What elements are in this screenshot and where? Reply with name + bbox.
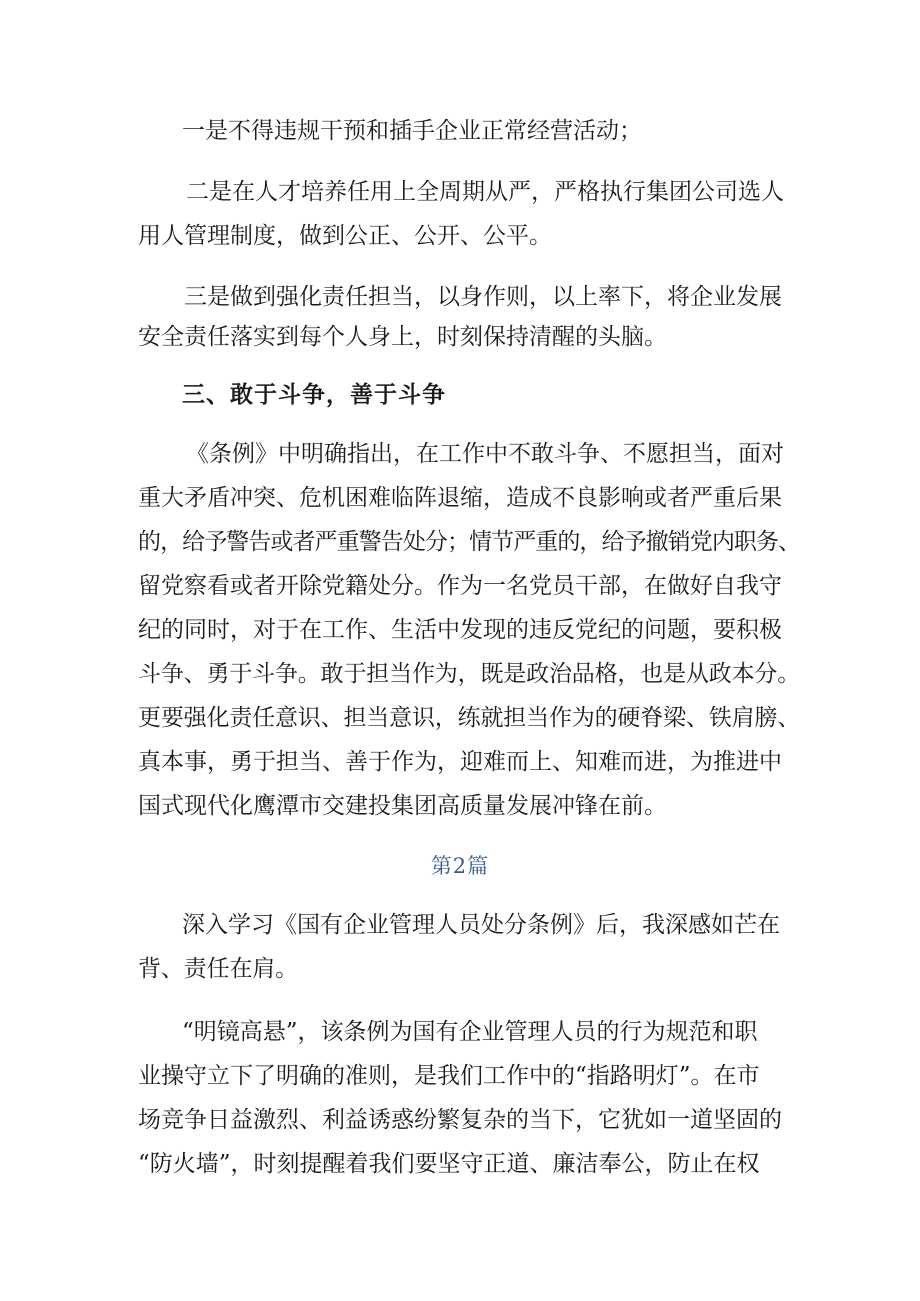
paragraph-line: 国式现代化鹰潭市交建投集团高质量发展冲锋在前。 — [138, 793, 667, 819]
paragraph-line: 背、责任在肩。 — [138, 956, 299, 982]
paragraph-line: 的，给予警告或者严重警告处分；情节严重的，给予撤销党内职务、 — [138, 529, 801, 555]
section-marker: 第2篇 — [430, 854, 490, 878]
paragraph-line: 深入学习《国有企业管理人员处分条例》后，我深感如芒在 — [182, 912, 780, 938]
paragraph-line: 更要强化责任意识、担当意识，练就担当作为的硬脊梁、铁肩膀、 — [138, 705, 801, 731]
paragraph-line: 安全责任落实到每个人身上，时刻保持清醒的头脑。 — [138, 324, 667, 350]
paragraph-line: 真本事，勇于担当、善于作为，迎难而上、知难而进，为推进中 — [138, 749, 782, 775]
paragraph-line: 一是不得违规干预和插手企业正常经营活动； — [182, 118, 642, 144]
paragraph-line: 留党察看或者开除党籍处分。作为一名党员干部，在做好自我守 — [138, 573, 782, 599]
paragraph-line: “明镜高悬”，该条例为国有企业管理人员的行为规范和职 — [182, 1019, 758, 1045]
section-heading: 三、敢于斗争，善于斗争 — [182, 382, 446, 408]
paragraph-line: 三是做到强化责任担当，以身作则，以上率下，将企业发展 — [184, 284, 782, 310]
paragraph-line: 业操守立下了明确的准则，是我们工作中的“指路明灯”。在市 — [138, 1063, 760, 1089]
paragraph-line: 重大矛盾冲突、危机困难临阵退缩，造成不良影响或者严重后果 — [138, 485, 782, 511]
paragraph-line: “防火墙”，时刻提醒着我们要坚守正道、廉洁奉公，防止在权 — [138, 1151, 760, 1177]
paragraph-line: 《条例》中明确指出，在工作中不敢斗争、不愿担当，面对 — [186, 441, 784, 467]
paragraph-line: 斗争、勇于斗争。敢于担当作为，既是政治品格，也是从政本分。 — [138, 661, 801, 687]
paragraph-line: 纪的同时，对于在工作、生活中发现的违反党纪的问题，要积极 — [138, 617, 782, 643]
paragraph-line: 场竞争日益激烈、利益诱惑纷繁复杂的当下，它犹如一道坚固的 — [138, 1107, 782, 1133]
paragraph-line: 二是在人才培养任用上全周期从严，严格执行集团公司选人 — [186, 179, 784, 205]
paragraph-line: 用人管理制度，做到公正、公开、公平。 — [138, 223, 552, 249]
